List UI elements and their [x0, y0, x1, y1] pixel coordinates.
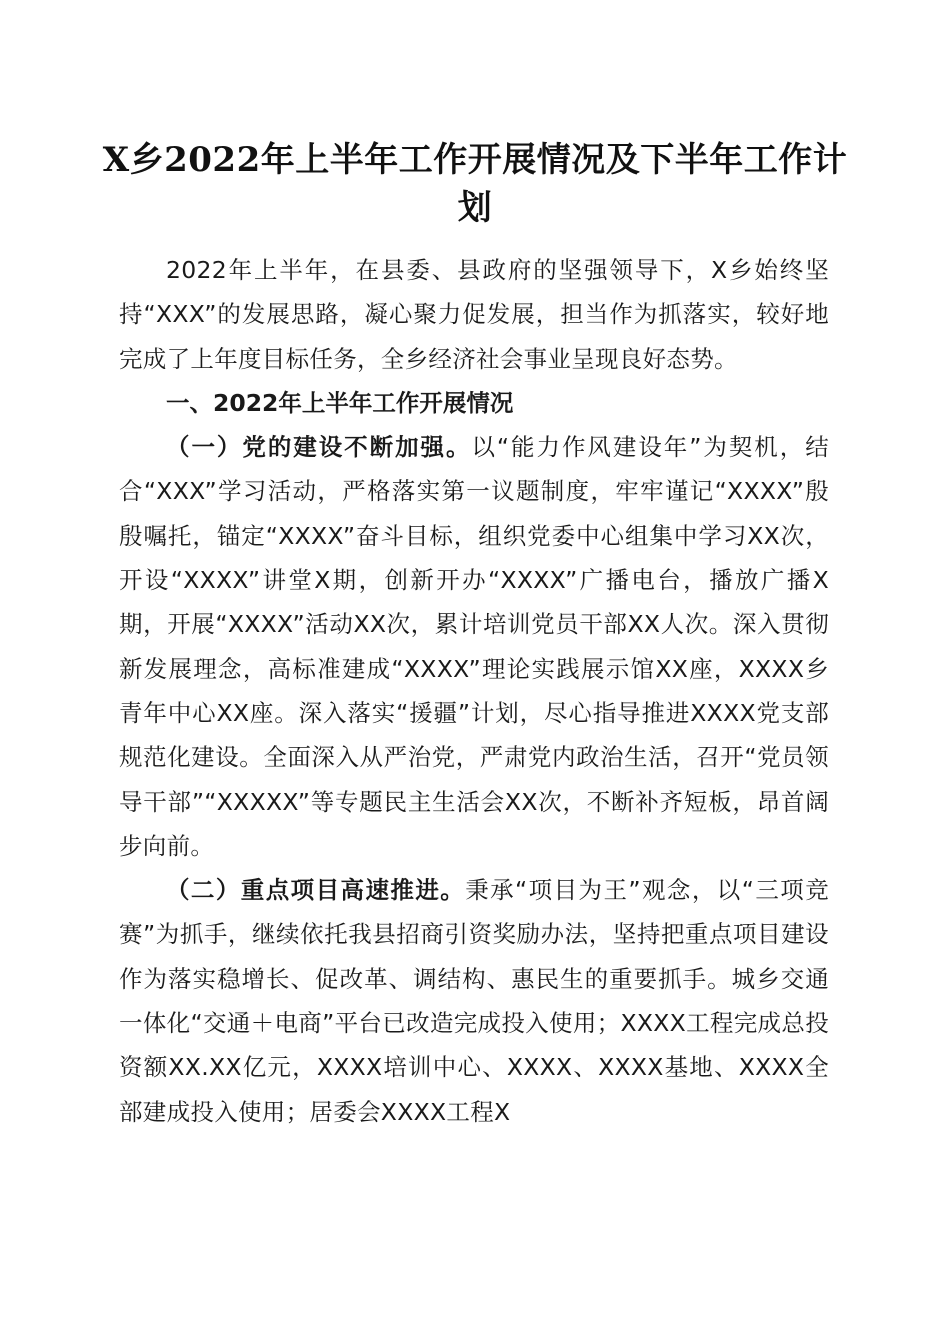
intro-paragraph: 2022年上半年，在县委、县政府的坚强领导下，X乡始终坚持“XXX”的发展思路，凝心聚力促发展，担当作为抓落实，较好地完成了上年度目标任务，全乡经济社会事业呈现良好态势。: [119, 256, 829, 373]
item-text: 以“能力作风建设年”为契机，结合“XXX”学习活动，严格落实第一议题制度，牢牢谨记“XXXX”殷殷嘱托，锚定“XXXX”奋斗目标，组织党委中心组集中学习XX次，开设“XXXX”讲堂X期，创新开办“XXXX”广播电台，播放广播X期，开展“XXXX”活动XX次，累计培训党员干部XX人次。深入贯彻新发展理念，高标准建成“XXXX”理论实践展示馆XX座，XXXX乡青年中心XX座。深入落实“援疆”计划，尽心指导推进XXXX党支部规范化建设。全面深入从严治党，严肃党内政治生活，召开“党员领导干部”“XXXXX”等专题民主生活会XX次，不断补齐短板，昂首阔步向前。: [119, 433, 829, 860]
item-lead: （一）党的建设不断加强。: [166, 433, 472, 462]
item-lead: （二）重点项目高速推进。: [166, 876, 466, 905]
document-title: X乡2022年上半年工作开展情况及下半年工作计划: [102, 140, 848, 228]
item-paragraph-key-projects: [119, 868, 829, 1134]
document-body: [119, 248, 829, 1134]
item-paragraph-party-building: [119, 425, 829, 868]
item-text: 秉承“项目为王”观念，以“三项竞赛”为抓手，继续依托我县招商引资奖励办法，坚持把重点项目建设作为落实稳增长、促改革、调结构、惠民生的重要抓手。城乡交通一体化“交通＋电商”平台已改造完成投入使用；XXXX工程完成总投资额XX.XX亿元，XXXX培训中心、XXXX、XXXX基地、XXXX全部建成投入使用；居委会XXXX工程X: [119, 876, 829, 1126]
section-heading: 一、2022年上半年工作开展情况: [166, 388, 514, 417]
